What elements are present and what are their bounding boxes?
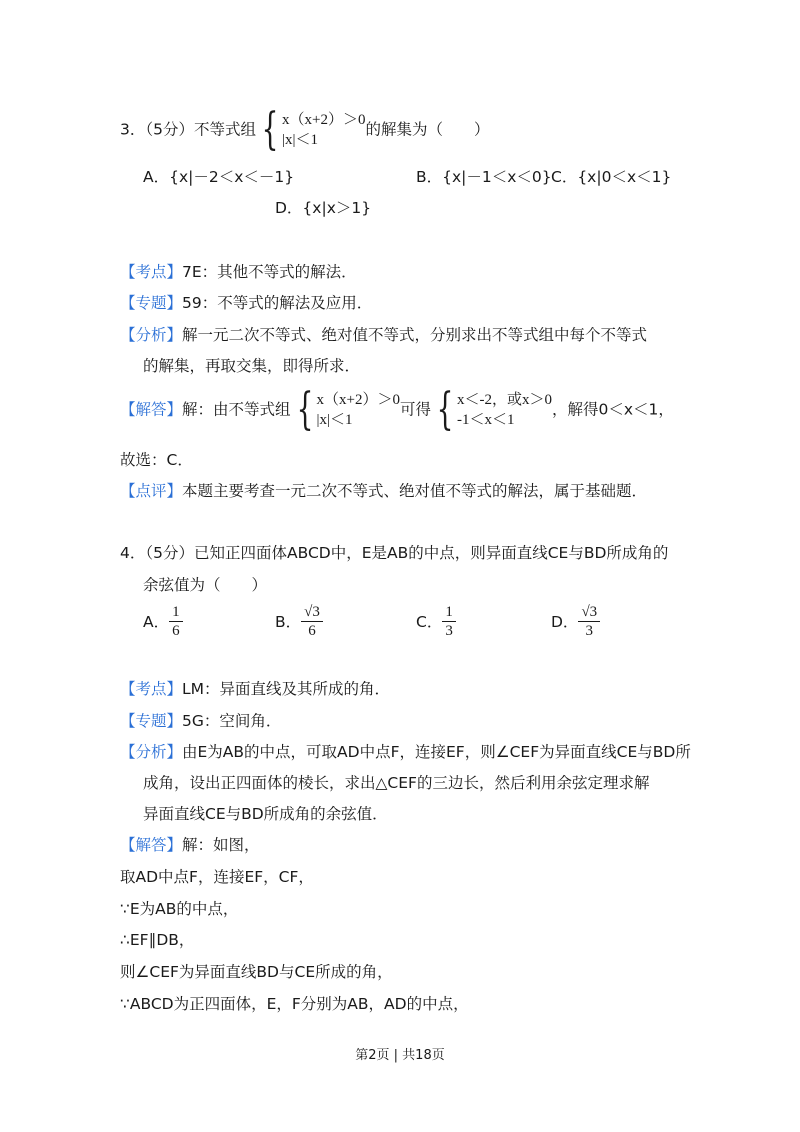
fenxi-tag: 【分析】 [120, 743, 183, 761]
fenxi-line: 由E为AB的中点，可取AD中点F，连接EF，则∠CEF为异面直线CE与BD所 [182, 743, 691, 761]
jieda-system-row-2: |x|＜1 [316, 412, 353, 428]
kaodian-tag: 【考点】 [120, 680, 183, 698]
zhuanti-text: 59：不等式的解法及应用． [182, 294, 373, 312]
q3-stem-prefix: 3．（5分）不等式组 [120, 120, 256, 139]
q4-solution-line3: ∴EF∥DB， [120, 931, 195, 949]
zhuanti-tag: 【专题】 [120, 712, 183, 730]
kaodian-tag: 【考点】 [120, 263, 183, 281]
q3-inequality-system [256, 104, 366, 155]
left-brace-icon: { [436, 384, 454, 435]
jieda-result-row-2: -1＜x＜1 [457, 412, 515, 428]
q3-fenxi [120, 325, 647, 345]
q3-system-row-1: x（x+2）＞0 [281, 112, 366, 128]
fraction [578, 603, 600, 640]
q4-solution-line5: ∵ABCD为正四面体，E，F分别为AB，AD的中点， [120, 995, 469, 1013]
jieda-mid: 可得 [400, 400, 432, 419]
q4-option-d [551, 603, 600, 640]
dianping-tag: 【点评】 [120, 482, 183, 500]
jieda-system-row-1: x（x+2）＞0 [316, 392, 400, 408]
q4-fenxi [120, 742, 691, 762]
q3-jieda-result-system [431, 384, 553, 435]
q3-option-a: A．{x|－2＜x＜－1} [143, 168, 295, 186]
jieda-tag: 【解答】 [120, 400, 183, 419]
fraction-denominator: 6 [308, 623, 316, 639]
fraction-numerator: 1 [169, 603, 183, 622]
fraction-numerator: √3 [578, 603, 600, 622]
q4-option-b [275, 603, 323, 640]
zhuanti-tag: 【专题】 [120, 294, 183, 312]
kaodian-text: LM：异面直线及其所成的角． [182, 680, 391, 698]
q4-stem-line1: 4．（5分）已知正四面体ABCD中，E是AB的中点，则异面直线CE与BD所成角的 [120, 544, 669, 562]
kaodian-text: 7E：其他不等式的解法． [182, 263, 357, 281]
jieda-suffix: ，解得0＜x＜1， [552, 400, 674, 419]
option-label: A． [143, 612, 170, 631]
fraction [169, 603, 183, 640]
q4-zhuanti [120, 711, 281, 731]
q4-jieda [120, 835, 260, 855]
option-label: C． [416, 612, 443, 631]
fraction-denominator: 3 [585, 623, 594, 639]
q3-zhuanti [120, 293, 372, 313]
q3-kaodian [120, 262, 357, 282]
fraction-numerator: 1 [442, 603, 456, 622]
q3-system-row-2: |x|＜1 [281, 132, 318, 148]
zhuanti-text: 5G：空间角． [182, 712, 282, 730]
fenxi-line: 解一元二次不等式、绝对值不等式，分别求出不等式组中每个不等式 [182, 326, 648, 344]
q3-option-c: C．{x|0＜x＜1} [551, 168, 672, 186]
fraction [442, 603, 456, 640]
q3-guxuan: 故选：C． [120, 451, 193, 469]
q3-stem [120, 104, 490, 155]
jieda-tag: 【解答】 [120, 836, 183, 854]
q4-option-a [143, 603, 183, 640]
fraction-denominator: 3 [445, 623, 453, 639]
q4-fenxi-line3: 异面直线CE与BD所成角的余弦值． [143, 805, 388, 823]
fenxi-tag: 【分析】 [120, 326, 183, 344]
fraction [301, 603, 323, 640]
option-label: B． [275, 612, 302, 631]
q3-option-b: B．{x|－1＜x＜0} [416, 168, 552, 186]
option-label: D． [551, 612, 579, 631]
q4-solution-line4: 则∠CEF为异面直线BD与CE所成的角， [120, 963, 393, 981]
dianping-text: 本题主要考查一元二次不等式、绝对值不等式的解法，属于基础题． [182, 482, 648, 500]
q3-jieda [120, 384, 674, 435]
fraction-numerator: √3 [301, 603, 323, 622]
q3-jieda-system [291, 384, 400, 435]
fraction-denominator: 6 [172, 623, 180, 639]
q4-solution-line1: 取AD中点F，连接EF，CF， [120, 868, 314, 886]
q3-stem-suffix: 的解集为（ ） [365, 120, 490, 139]
q4-stem-line2: 余弦值为（ ） [143, 576, 268, 594]
q4-kaodian [120, 679, 390, 699]
page-footer: 第2页 | 共18页 [355, 1048, 445, 1063]
q4-fenxi-line2: 成角，设出正四面体的棱长，求出△CEF的三边长，然后利用余弦定理求解 [143, 774, 650, 792]
q3-fenxi-line2: 的解集，再取交集，即得所求． [143, 357, 361, 375]
jieda-result-row-1: x＜-2，或x＞0 [457, 392, 553, 408]
q4-solution-line2: ∵E为AB的中点， [120, 900, 239, 918]
q3-dianping [120, 481, 647, 501]
jieda-prefix: 解：由不等式组 [182, 400, 291, 419]
left-brace-icon: { [296, 384, 313, 435]
left-brace-icon: { [261, 104, 279, 155]
q3-option-d: D．{x|x＞1} [275, 199, 372, 217]
q4-option-c [416, 603, 456, 640]
jieda-text: 解：如图， [182, 836, 260, 854]
